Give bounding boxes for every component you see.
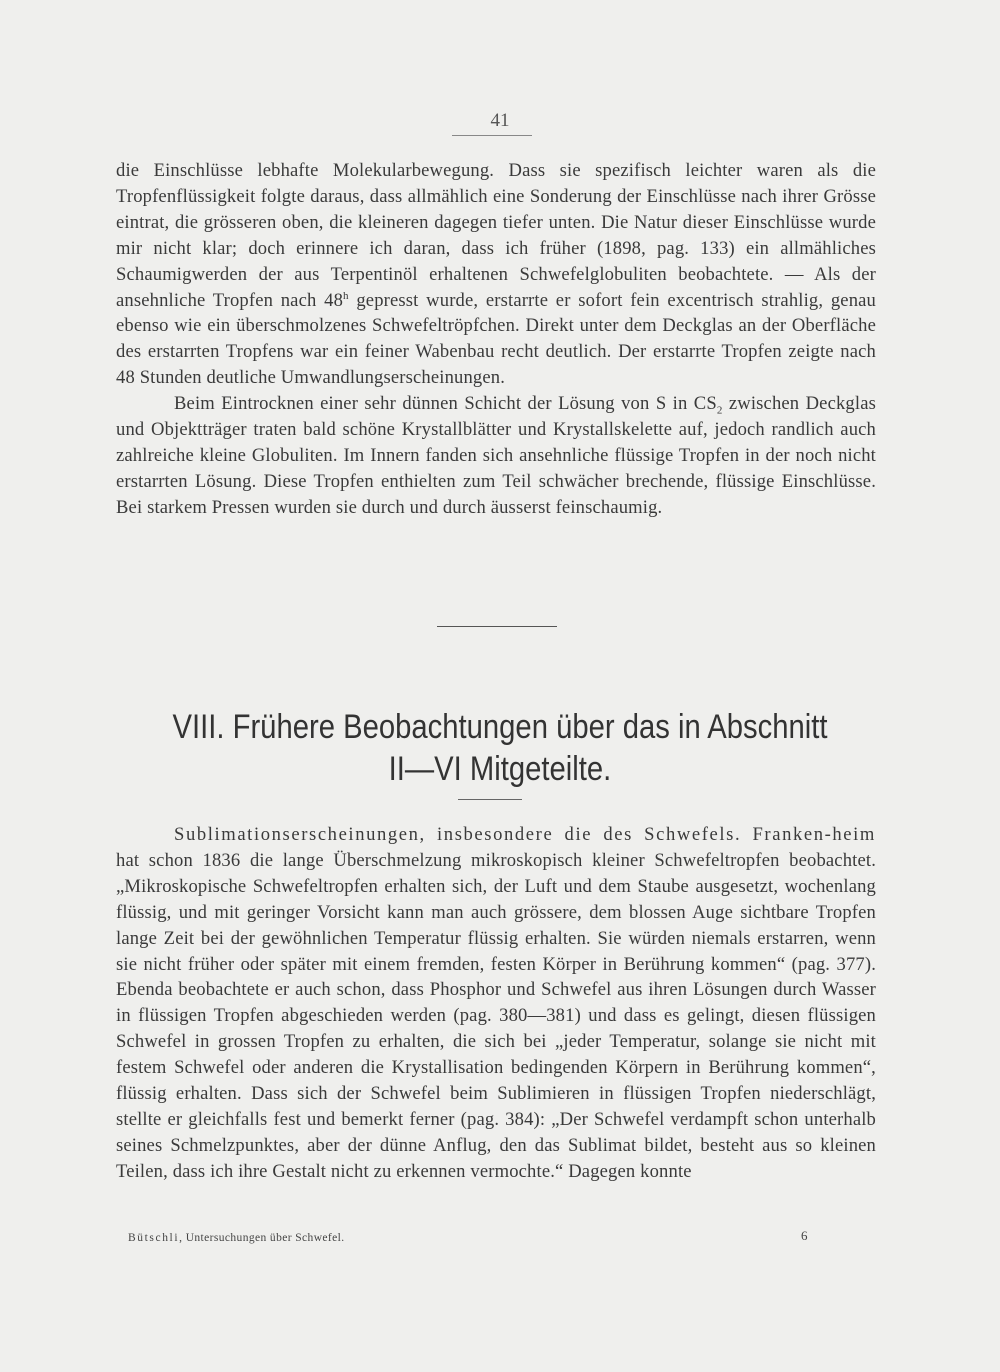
header-rule [452, 135, 532, 136]
subscript-2: 2 [716, 404, 723, 417]
superscript-h: h [343, 289, 349, 302]
section-heading [156, 706, 844, 790]
paragraph: Beim Eintrocknen einer sehr dünnen Schicht der Lösung von S in $CS_2$ zwischen Deckglas und Objektträger traten bald schöne Krystallblätter und Krystallskelette auf, jedoch randlich auch zahlreiche kleine Globuliten. Im Innern fanden sich ansehnliche flüssige Tropfen in der noch nicht erstarrten Lösung. Diese Tropfen enthielten zum Teil schwächer brechende, flüssige Einschlüsse. Bei starkem Pressen wurden sie durch und durch äusserst feinschaumig. [116, 393, 876, 518]
section-heading-line-1: VIII. Frühere Beobachtungen über das in Abschnitt [172, 708, 828, 746]
body-text-top [116, 158, 876, 521]
section-divider [437, 626, 557, 627]
printer-signature: 6 [801, 1228, 808, 1243]
paragraph: Sublimationserscheinungen, insbesondere die des Schwefels. Franken-heim hat schon 1836 die lange Überschmelzung mikroskopisch kleiner Schwefeltropfen beobachtet. „Mikroskopische Schwefeltropfen erhalten sich, der Luft und dem Staube ausgesetzt, wochenlang flüssig, und mit geringer Vorsicht kann man auch grössere, dem blossen Auge sichtbare Tropfen lange Zeit bei der gewöhnlichen Temperatur flüssig erhalten. Sie würden niemals erstarren, wenn sie nicht früher oder später mit einem fremden, festen Körper in Berührung kommen“ (pag. 377). Ebenda beobachtete er auch schon, dass Phosphor und Schwefel aus ihren Lösungen durch Wasser in flüssigen Tropfen abgeschieden werden (pag. 380—381) und dass es gelingt, diesen flüssigen Schwefel in grossen Tropfen zu erhalten, die sich bei „jeder Temperatur, solange sie nicht mit festem Schwefel oder anderen die Krystallisation bedingenden Körpern in Berührung kommen“, flüssig erhalten. Dass sich der Schwefel beim Sublimieren in flüssigen Tropfen niederschlägt, stellte er gleichfalls fest und bemerkt ferner (pag. 384): „Der Schwefel verdampft schon unterhalb seines Schmelzpunktes, aber der dünne Anflug, den das Sublimat bildet, besteht aus so kleinen Teilen, dass ich ihre Gestalt nicht zu erkennen vermochte.“ Dagegen konnte [116, 824, 876, 1182]
paragraph: die Einschlüsse lebhafte Molekularbewegung. Dass sie spezifisch leichter waren als die Tropfenflüssigkeit folgte daraus, dass allmählich eine Sonderung der Einschlüsse nach ihrer Grösse eintrat, die grösseren oben, die kleineren dagegen tiefer unten. Die Natur dieser Einschlüsse wurde mir nicht klar; doch erinnere ich daran, dass ich früher (1898, pag. 133) ein allmähliches Schaumigwerden der aus Terpentinöl erhaltenen Schwefelglobuliten beobachtete. — Als der ansehnliche Tropfen nach 48$^h$ gepresst wurde, erstarrte er sofort fein excentrisch strahlig, genau ebenso wie ein überschmolzenes Schwefeltröpfchen. Direkt unter dem Deckglas an der Oberfläche des erstarrten Tropfens war ein feiner Wabenbau recht deutlich. Der erstarrte Tropfen zeigte nach 48 Stunden deutliche Umwandlungserscheinungen. [116, 160, 876, 389]
heading-rule [458, 799, 522, 800]
footer-title: , Untersuchungen über Schwefel. [179, 1232, 345, 1244]
section-heading-line-2: II—VI Mitgeteilte. [388, 750, 612, 788]
footer-signature-line [128, 1232, 345, 1244]
body-text-section [116, 822, 876, 1185]
page-number: 41 [490, 110, 510, 131]
footer-author: Bütschli [128, 1232, 180, 1244]
spaced-lead-text: Sublimationserscheinungen, insbesondere die des Schwefels. Franken-heim [174, 824, 876, 845]
